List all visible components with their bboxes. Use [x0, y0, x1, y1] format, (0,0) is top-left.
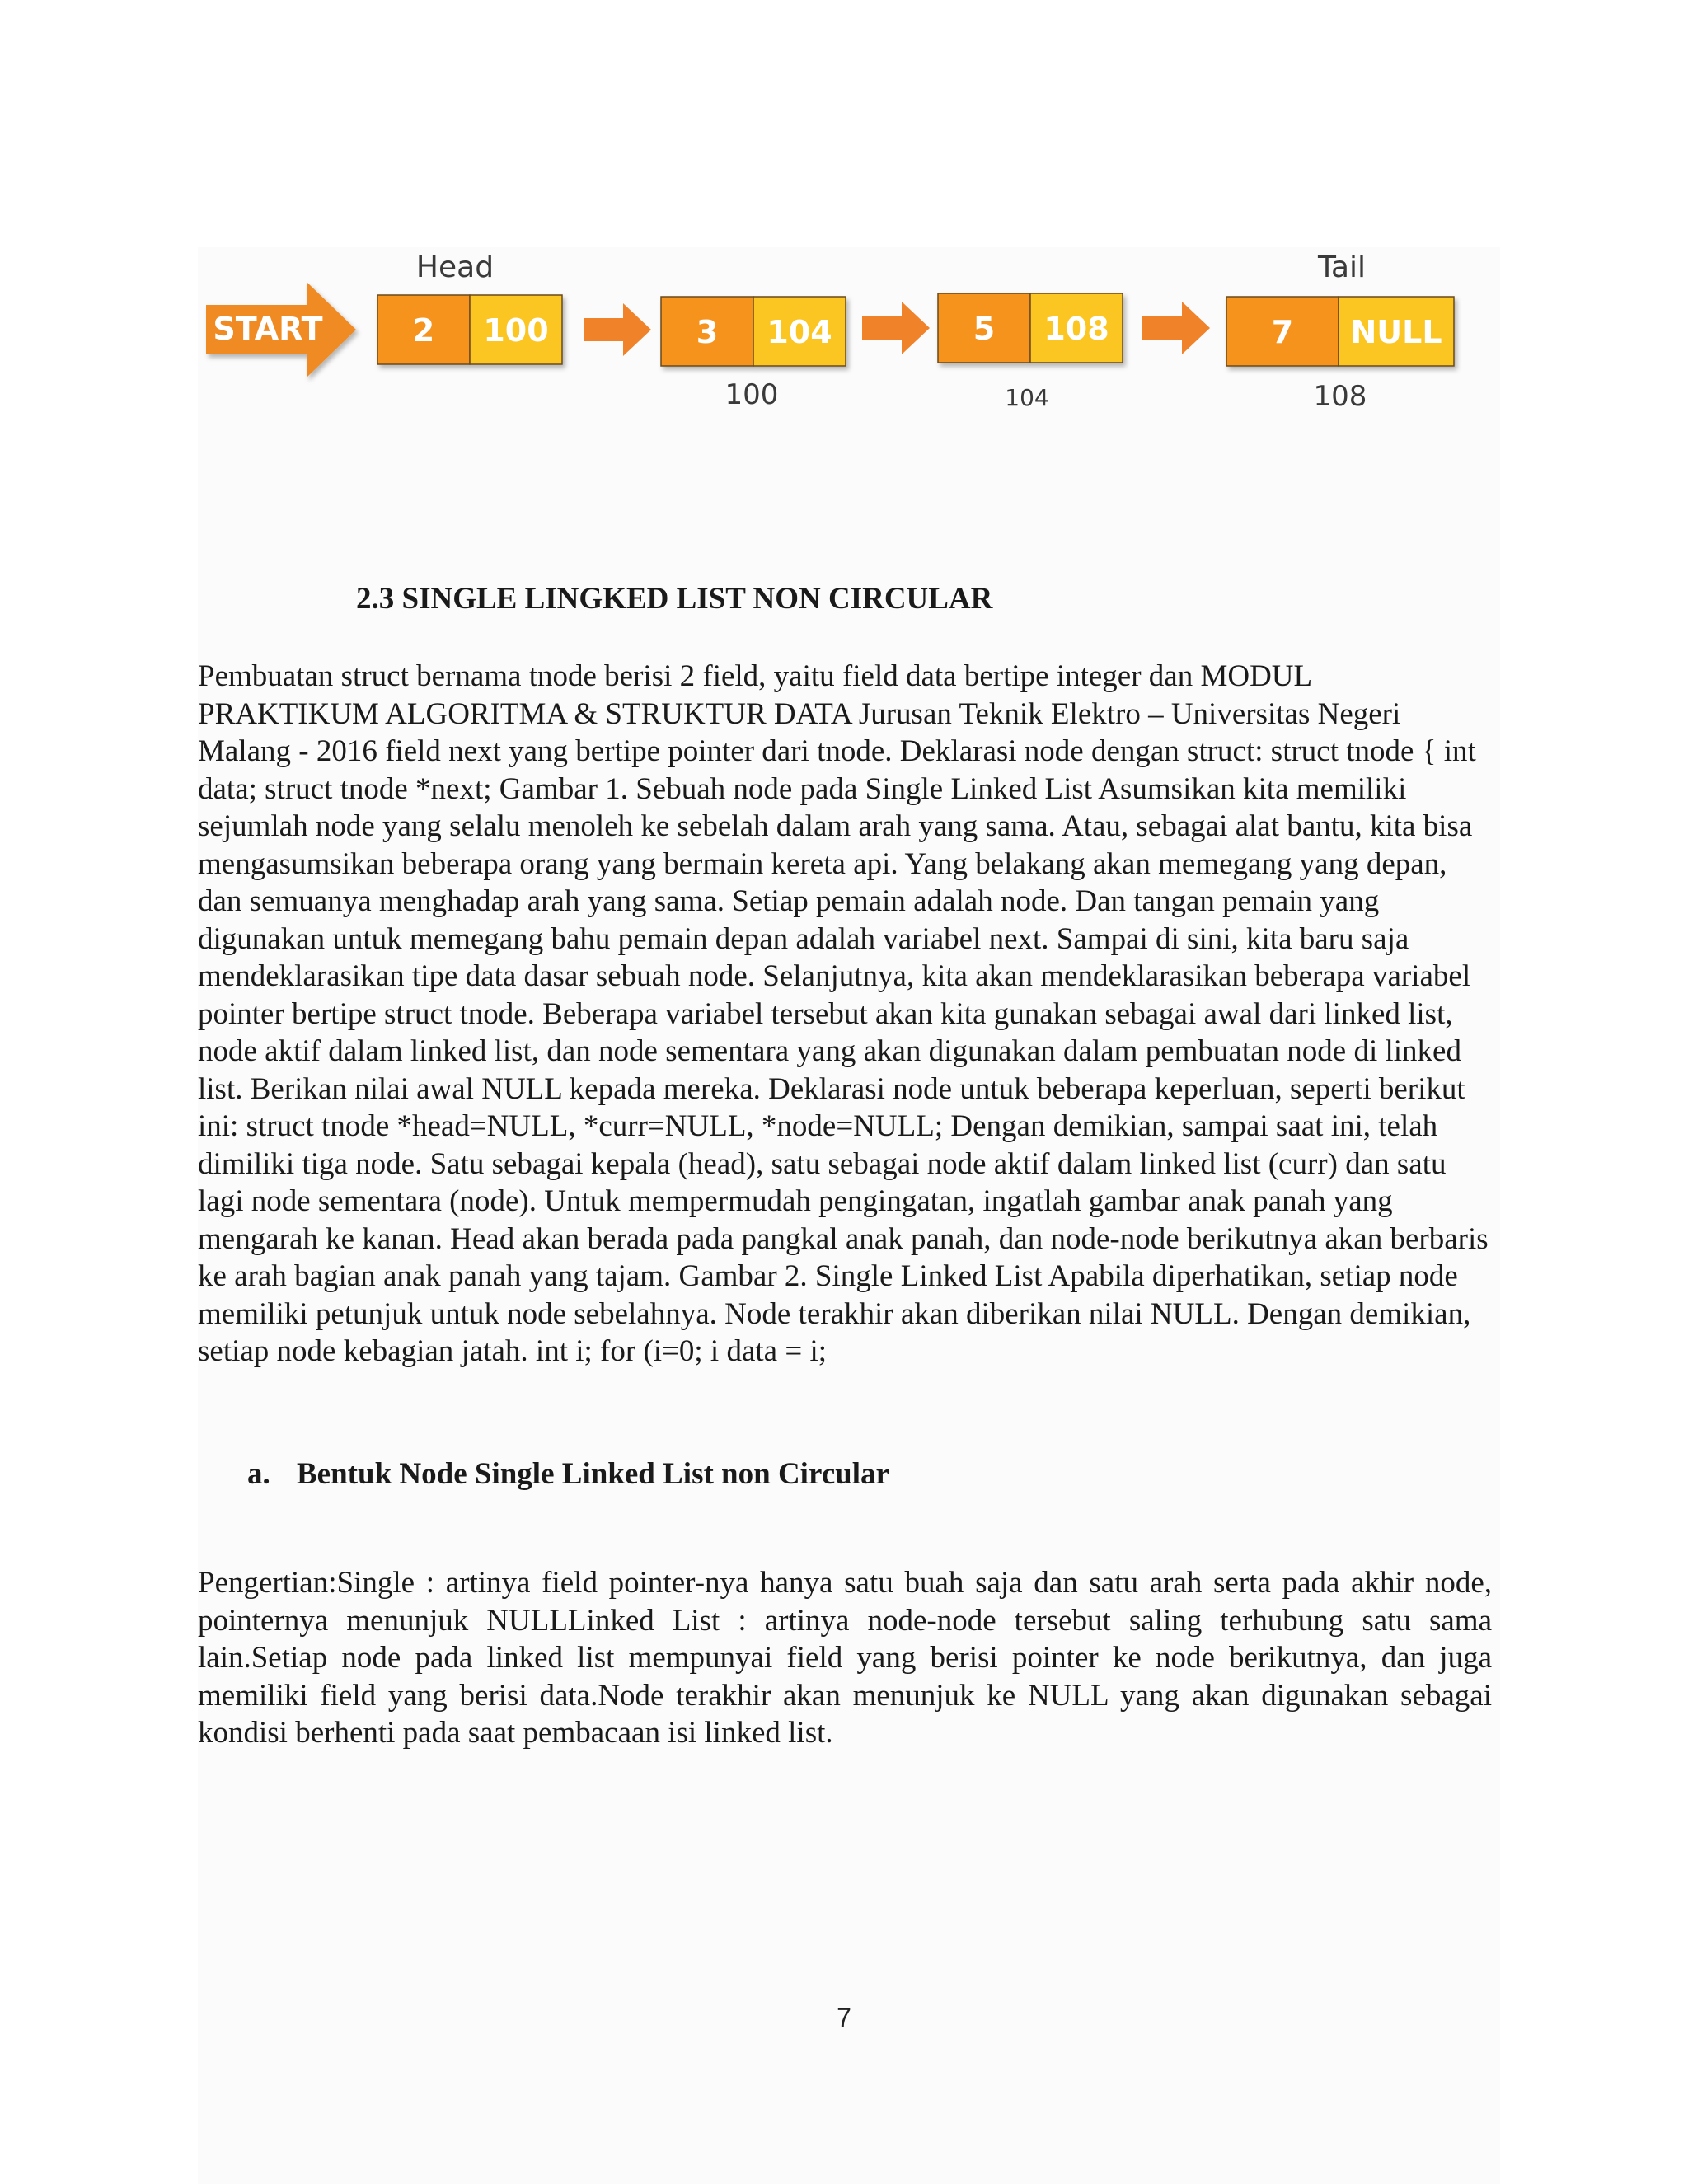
- list-marker: a.: [247, 1457, 270, 1491]
- link-arrow: [862, 302, 930, 354]
- start-label: START: [213, 311, 323, 347]
- link-arrow: [1142, 302, 1210, 354]
- node-3-data: 5: [973, 311, 996, 347]
- start-arrow: [206, 282, 356, 377]
- linked-list-diagram: [198, 247, 1500, 560]
- node-2-address: 100: [724, 378, 779, 411]
- node-1-data: 2: [412, 312, 435, 349]
- tail-label: Tail: [1317, 251, 1367, 284]
- head-label: Head: [415, 251, 495, 284]
- node-4-next: NULL: [1350, 314, 1442, 350]
- node-3-next: 108: [1043, 311, 1109, 347]
- node-4-address: 108: [1313, 380, 1367, 413]
- section-heading: 2.3 SINGLE LINGKED LIST NON CIRCULAR: [356, 582, 993, 616]
- subsection-heading: [247, 1456, 889, 1492]
- node-2-next: 104: [767, 314, 832, 350]
- subsection-title: Bentuk Node Single Linked List non Circular: [297, 1457, 889, 1491]
- node-1-next: 100: [483, 312, 549, 349]
- node-3-address: 104: [1005, 384, 1049, 411]
- body-paragraph-1: Pembuatan struct bernama tnode berisi 2 field, yaitu field data bertipe integer dan MODUL PRAKTIKUM ALGORITMA & STRUKTUR DATA Jurusan Teknik Elektro – Universitas Negeri Malang - 2016 field next yang bertipe pointer dari tnode. Deklarasi node dengan struct: struct tnode { int data; struct tnode *next; Gambar 1. Sebuah node pada Single Linked List Asumsikan kita memiliki sejumlah node yang selalu menoleh ke sebelah dalam arah yang sama. Atau, sebagai alat bantu, kita bisa mengasumsikan beberapa orang yang bermain kereta api. Yang belakang akan memegang yang depan, dan semuanya menghadap arah yang sama. Setiap pemain adalah node. Dan tangan pemain yang digunakan untuk memegang bahu pemain depan adalah variabel next. Sampai di sini, kita baru saja mendeklarasikan tipe data dasar sebuah node. Selanjutnya, kita akan mendeklarasikan beberapa variabel pointer bertipe struct tnode. Beberapa variabel tersebut akan kita gunakan sebagai awal dari linked list, node aktif dalam linked list, dan node sementara yang akan digunakan dalam pembuatan node di linked list. Berikan nilai awal NULL kepada mereka. Deklarasi node untuk beberapa keperluan, seperti berikut ini: struct tnode *head=NULL, *curr=NULL, *node=NULL; Dengan demikian, sampai saat ini, telah dimiliki tiga node. Satu sebagai kepala (head), satu sebagai node aktif dalam linked list (curr) dan satu lagi node sementara (node). Untuk mempermudah pengingatan, ingatlah gambar anak panah yang mengarah ke kanan. Head akan berada pada pangkal anak panah, dan node-node berikutnya akan berbaris ke arah bagian anak panah yang tajam. Gambar 2. Single Linked List Apabila diperhatikan, setiap node memiliki petunjuk untuk node sebelahnya. Node terakhir akan diberikan nilai NULL. Dengan demikian, setiap node kebagian jatah. int i; for (i=0; i data = i;: [198, 659, 1489, 1368]
- node-4-data: 7: [1271, 314, 1294, 350]
- page-number: 7: [837, 2003, 851, 2032]
- body-paragraph-2: Pengertian:Single : artinya field pointer-nya hanya satu buah saja dan satu arah serta pada akhir node, pointernya menunjuk NULLLinked List : artinya node-node tersebut saling terhubung satu sama lain.Setiap node pada linked list mempunyai field yang berisi pointer ke node berikutnya, dan juga memiliki field yang berisi data.Node terakhir akan menunjuk ke NULL yang akan digunakan sebagai kondisi berhenti pada saat pembacaan isi linked list.: [198, 1566, 1492, 1750]
- node-2-data: 3: [696, 314, 719, 350]
- link-arrow: [584, 303, 651, 356]
